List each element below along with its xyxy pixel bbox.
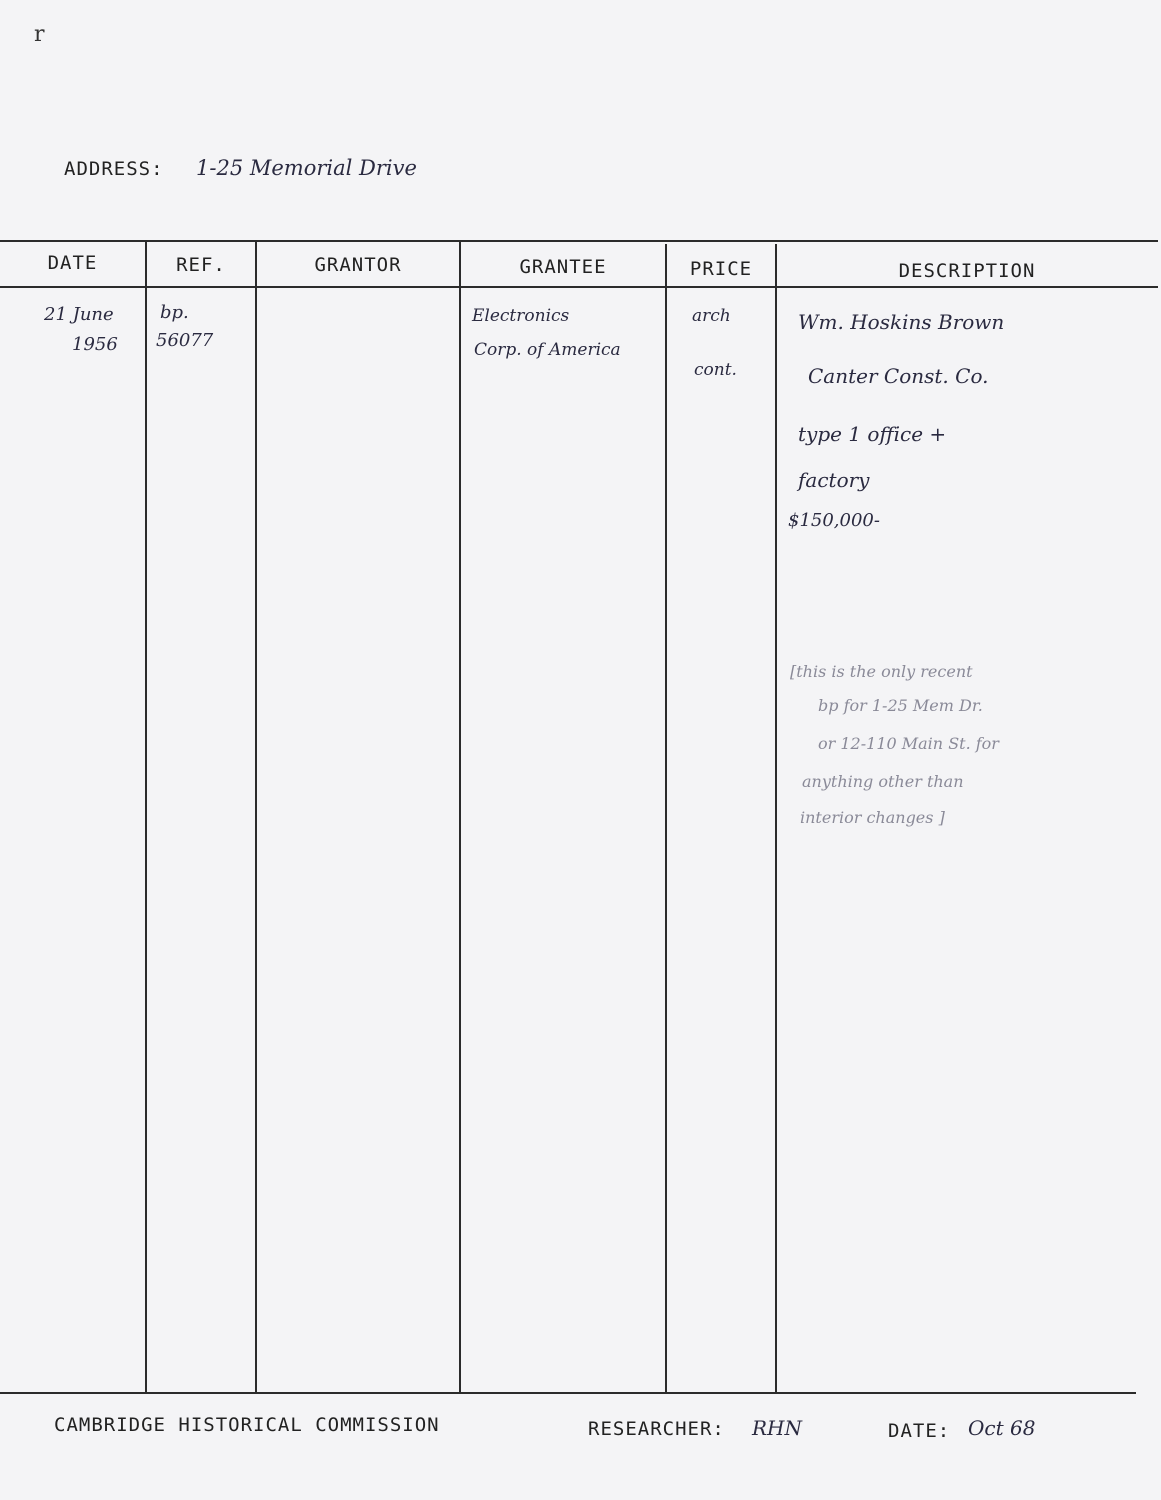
- table-top-rule: [0, 240, 1158, 242]
- column-divider-ref-grantor: [255, 240, 257, 1392]
- entry-price-line2: cont.: [694, 360, 737, 380]
- entry-ref-line2: 56077: [156, 330, 214, 351]
- entry-description-line: Canter Const. Co.: [808, 364, 989, 388]
- footer-date-label: DATE:: [888, 1420, 951, 1442]
- corner-mark: r: [34, 22, 45, 47]
- address-value: 1-25 Memorial Drive: [196, 156, 417, 180]
- header-price: PRICE: [689, 258, 753, 280]
- entry-ref-line1: bp.: [160, 302, 189, 323]
- note-line: anything other than: [802, 772, 964, 791]
- header-ref: REF.: [176, 254, 226, 276]
- footer-date-value: Oct 68: [968, 1416, 1036, 1440]
- entry-date-line2: 1956: [72, 334, 118, 355]
- note-line: [this is the only recent: [790, 662, 973, 681]
- note-line: interior changes ]: [800, 808, 945, 827]
- entry-description-line: Wm. Hoskins Brown: [798, 310, 1005, 334]
- footer-researcher-label: RESEARCHER:: [588, 1418, 725, 1440]
- column-divider-grantee-price: [665, 244, 667, 1394]
- column-divider-price-description: [775, 244, 777, 1394]
- entry-grantee-line2: Corp. of America: [474, 340, 621, 360]
- entry-description-line: type 1 office +: [798, 422, 947, 446]
- note-line: bp for 1-25 Mem Dr.: [818, 696, 983, 715]
- footer-organization: CAMBRIDGE HISTORICAL COMMISSION: [54, 1414, 440, 1436]
- column-divider-date-ref: [145, 240, 147, 1392]
- entry-description-line: $150,000-: [788, 510, 880, 531]
- table-bottom-rule: [0, 1392, 1136, 1394]
- header-description: DESCRIPTION: [898, 260, 1036, 282]
- header-grantor: GRANTOR: [314, 254, 402, 276]
- entry-price-line1: arch: [692, 306, 731, 326]
- entry-description-line: factory: [798, 468, 870, 492]
- header-date: DATE: [47, 252, 98, 274]
- table-header-rule: [0, 286, 1158, 288]
- footer-researcher-value: RHN: [752, 1416, 802, 1440]
- address-label: ADDRESS:: [64, 158, 164, 180]
- header-grantee: GRANTEE: [519, 256, 607, 278]
- entry-grantee-line1: Electronics: [472, 306, 570, 326]
- note-line: or 12-110 Main St. for: [818, 734, 999, 753]
- entry-date-line1: 21 June: [44, 304, 114, 325]
- column-divider-grantor-grantee: [459, 240, 461, 1394]
